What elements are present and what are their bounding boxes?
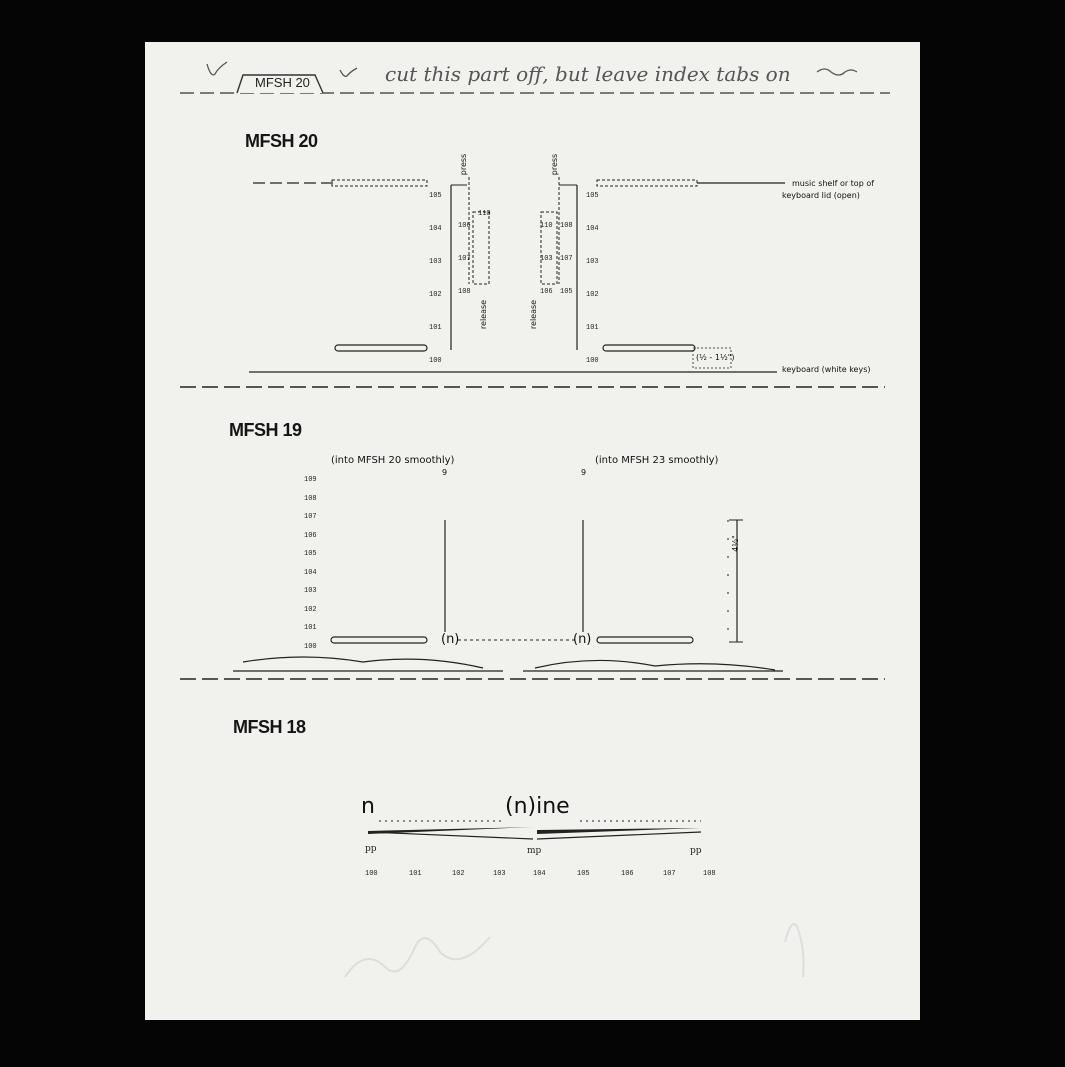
mfsh19-title: MFSH 19 (229, 420, 302, 440)
mfsh18-tick: 107 (663, 870, 676, 878)
mfsh19-tick: 100 (304, 642, 317, 651)
mfsh18-tick: 100 (365, 870, 378, 878)
index-tab-label: MFSH 20 (255, 75, 310, 90)
mfsh18-tick: 108 (703, 870, 716, 878)
faint-signature (145, 882, 920, 1002)
mfsh20-right-tick: 104 (586, 225, 599, 233)
mfsh20-left-tick: 100 (429, 357, 442, 365)
mfsh20-left-tick: 102 (429, 291, 442, 299)
fraction-note: (½ - 1½") (696, 353, 735, 362)
mfsh19-top-left: 9 (442, 468, 448, 477)
mfsh20-mid-right-tick: 107 (560, 255, 573, 263)
mfsh19-diagram (145, 462, 920, 712)
mfsh18-hairpins (145, 812, 920, 872)
mfsh19-n-left: (n) (441, 632, 460, 647)
mfsh20-mid-right-tick: 105 (560, 288, 573, 296)
cut-instruction: cut this part off, but leave index tabs on (385, 62, 791, 86)
mfsh20-mid-tick: 107 (458, 255, 471, 263)
mfsh20-right-tick: 100 (586, 357, 599, 365)
press-label-left: press (459, 153, 469, 176)
mfsh20-mid-right-tick: 108 (560, 222, 573, 230)
mfsh18-tick: 106 (621, 870, 634, 878)
mfsh20-left-tick: 105 (429, 192, 442, 200)
mfsh19-tick: 107 (304, 513, 317, 521)
mfsh18-tick: 102 (452, 870, 465, 878)
shelf-note-1: music shelf or top of (792, 179, 875, 188)
mfsh20-left-tick: 103 (429, 258, 442, 266)
mfsh20-left-tick: 101 (429, 324, 442, 332)
mfsh20-right-tick: 103 (586, 258, 599, 266)
mfsh20-mid-right-tick: 106 (540, 288, 553, 296)
mfsh20-right-tick: 102 (586, 291, 599, 299)
dynamic-pp-left: pp (365, 844, 377, 854)
mfsh20-left-tick: 104 (429, 225, 442, 233)
mfsh19-tick: 104 (304, 568, 317, 577)
mfsh19-tick: 108 (304, 494, 317, 503)
mfsh18-tick: 104 (533, 870, 546, 878)
mfsh19-right-caption: (into MFSH 23 smoothly) (595, 455, 719, 466)
mfsh19-left-caption: (into MFSH 20 smoothly) (331, 455, 455, 466)
mfsh19-tick: 105 (304, 550, 317, 558)
mfsh20-right-tick: 101 (586, 324, 599, 332)
mfsh18-tick: 105 (577, 870, 590, 878)
mfsh19-tick: 103 (304, 587, 317, 595)
mfsh19-tick: 106 (304, 531, 317, 540)
mfsh19-top-right: 9 (581, 468, 587, 477)
score-page (145, 42, 920, 1020)
mfsh18-text-start: n (361, 794, 375, 819)
mfsh19-tick: 101 (304, 624, 317, 632)
mfsh18-tick: 101 (409, 870, 422, 878)
mfsh19-n-right: (n) (573, 632, 592, 647)
mfsh20-right-tick: 105 (586, 192, 599, 200)
dynamic-mp: mp (527, 846, 542, 856)
mfsh19-tick: 109 (304, 476, 317, 484)
mfsh20-mid-tick: 108 (458, 288, 471, 296)
shelf-note-2: keyboard lid (open) (782, 191, 860, 200)
mfsh18-title: MFSH 18 (233, 717, 306, 737)
press-label-right: press (550, 153, 560, 176)
release-label-right: release (529, 299, 539, 330)
mfsh18-text-mid: (n)ine (505, 794, 570, 819)
mfsh19-measure: 4½" (730, 535, 740, 552)
mfsh20-mid-tick: 106 (458, 222, 471, 230)
mfsh20-title: MFSH 20 (245, 131, 318, 151)
mfsh20-mid-tick: 110 (478, 210, 491, 218)
mfsh20-mid-right-tick: 110 (540, 222, 553, 230)
dynamic-pp-right: pp (690, 846, 702, 856)
release-label-left: release (479, 299, 489, 330)
mfsh18-tick: 103 (493, 870, 506, 878)
mfsh20-mid-right-tick: 103 (540, 255, 553, 263)
keyboard-note: keyboard (white keys) (782, 365, 871, 374)
mfsh19-tick: 102 (304, 605, 317, 614)
